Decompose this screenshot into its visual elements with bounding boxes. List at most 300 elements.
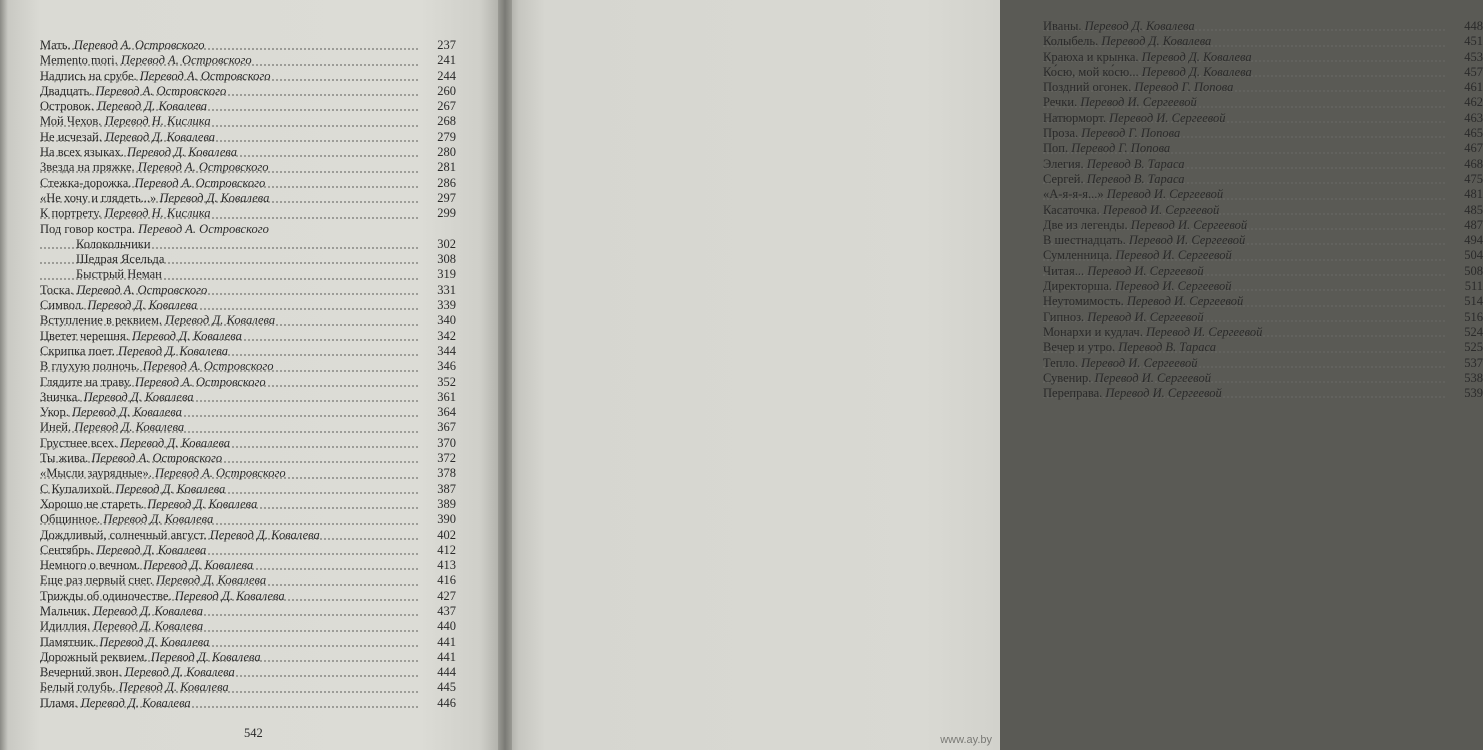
entry-title-line [40,466,286,480]
translator-credit: Перевод И. Сергеевой [1105,386,1222,401]
entry-title-line [1043,264,1204,278]
entry-title-line [40,436,230,450]
entry-title: Дождливый, солнечный август. [40,527,207,542]
entry-page-number: 413 [437,558,456,573]
translator-credit: Перевод Д. Ковалева [120,435,231,450]
entry-page-number: 441 [437,649,456,664]
toc-entry [1043,218,1483,233]
translator-credit: Перевод И. Сергеевой [1094,370,1211,385]
entry-page-number: 308 [437,252,456,267]
entry-page-number: 453 [1464,49,1483,64]
translator-credit: Перевод А. Островского [76,282,208,297]
entry-title: Стежка-дорожка. [40,175,132,190]
entry-title: Гипноз. [1043,309,1085,324]
entry-title-line [40,650,261,664]
entry-page-number: 461 [1464,80,1483,95]
entry-page-number: 297 [437,190,456,205]
translator-credit: Перевод Д. Ковалева [174,588,285,603]
translator-credit: Перевод Д. Ковалева [118,343,228,358]
entry-title-line [40,206,210,220]
entry-title-line [40,635,209,649]
entry-title: Натюрморт. [1043,110,1107,125]
entry-page-number: 514 [1464,294,1483,309]
entry-title: Две из легенды. [1043,217,1128,232]
toc-entry [40,252,456,267]
translator-credit: Перевод Д. Ковалева [105,129,216,144]
entry-page-number: 516 [1464,309,1483,324]
toc-entry [40,558,456,573]
entry-title: Тоска. [40,282,74,297]
translator-credit: Перевод Д. Ковалева [131,328,242,343]
toc-entry [1043,34,1483,49]
entry-title: Директорша. [1043,279,1113,294]
entry-title-line [1043,157,1184,171]
entry-title-line [1043,248,1232,262]
entry-title: Зничка. [40,389,81,404]
entry-title-line [40,619,203,633]
entry-title: Переправа. [1043,386,1103,401]
entry-title-line [40,267,162,281]
entry-title-line [1043,218,1247,232]
entry-title: Краюха и крынка. [1043,49,1139,64]
entry-page-number: 319 [437,267,456,282]
entry-title: Мальчик. [40,603,90,618]
entry-title-line [1043,141,1170,155]
translator-credit: Перевод Д. Ковалева [156,573,267,588]
entry-title: Символ. [40,298,85,313]
translator-credit: Перевод Д. Ковалева [118,680,229,695]
toc-entry [1043,111,1483,126]
entry-page-number: 364 [437,405,456,420]
entry-page-number: 463 [1464,110,1483,125]
entry-title-line [1043,126,1180,140]
entry-title: Общинное. [40,512,101,527]
entry-title-line [40,497,257,511]
entry-title-line [1043,19,1195,33]
entry-title: Пламя. [40,695,78,710]
toc-entry [40,375,456,390]
toc-entry [1043,248,1483,263]
entry-title-line [40,680,229,694]
entry-title: Не исчезай. [40,129,102,144]
entry-title: Монархи и кудлач. [1043,324,1143,339]
translator-credit: Перевод Г. Попова [1071,141,1171,156]
entry-page-number: 525 [1464,340,1483,355]
toc-entry [40,329,456,344]
toc-entry [1043,50,1483,65]
entry-page-number: 390 [437,512,456,527]
entry-page-number: 367 [437,420,456,435]
translator-credit: Перевод И. Сергеевой [1102,202,1220,217]
entry-page-number: 340 [437,313,456,328]
entry-title: Двадцать. [40,83,93,98]
toc-entry [40,130,456,145]
translator-credit: Перевод В. Тараса [1086,171,1185,186]
entry-page-number: 487 [1464,217,1483,232]
book-spine [498,0,512,750]
entry-title: Идиллия. [40,619,91,634]
translator-credit: Перевод Д. Ковалева [93,619,204,634]
toc-entry [1043,356,1483,371]
entry-title-line [40,390,194,404]
entry-title-line [40,283,207,297]
entry-title: «А-я-я-я...» [1043,187,1104,202]
entry-title: В глухую полночь. [40,359,140,374]
entry-title-line [40,298,197,312]
entry-title-line [40,53,252,67]
entry-page-number: 342 [437,328,456,343]
translator-credit: Перевод И. Сергеевой [1145,324,1263,339]
entry-title: На всех языках. [40,145,124,160]
toc-entry [40,512,456,527]
entry-title: «Мысли заурядные». [40,466,152,481]
toc-entry [40,680,456,695]
entry-title-line [1043,50,1252,64]
entry-page-number: 440 [437,619,456,634]
translator-credit: Перевод А. Островского [142,359,274,374]
entry-page-number: 378 [437,466,456,481]
entry-title: Сентябрь. [40,542,94,557]
translator-credit: Перевод А. Островского [139,68,271,83]
translator-credit: Перевод Д. Ковалева [150,649,261,664]
translator-credit: Перевод Д. Ковалева [143,558,254,573]
translator-credit: Перевод Д. Ковалева [124,665,235,680]
toc-entry [40,482,456,497]
entry-title: Сумленница. [1043,248,1113,263]
entry-page-number: 389 [437,496,456,511]
entry-title-line [1043,340,1216,354]
toc-entry [1043,294,1483,309]
toc-entry [40,420,456,435]
toc-entry [1043,233,1483,248]
toc-entry [40,191,456,206]
entry-title: Грустнее всех. [40,435,117,450]
translator-credit: Перевод Д. Ковалева [87,298,198,313]
toc-entry [1043,310,1483,325]
entry-title: Сувенир. [1043,370,1092,385]
entry-title: Речки. [1043,95,1078,110]
toc-entry [40,160,456,175]
entry-title-line [40,405,182,419]
entry-title: Надпись на срубе. [40,68,137,83]
translator-credit: Перевод И. Сергеевой [1115,248,1232,263]
toc-entry [40,145,456,160]
entry-title: В шестнадцать. [1043,233,1126,248]
entry-page-number: 280 [437,145,456,160]
entry-title: Ко́сю, мой ко́сю... [1043,64,1139,79]
translator-credit: Перевод Д. Ковалева [80,695,191,710]
entry-page-number: 481 [1464,187,1483,202]
translator-credit: Перевод Д. Ковалева [1101,34,1212,49]
translator-credit: Перевод Д. Ковалева [74,420,185,435]
translator-credit: Перевод Д. Ковалева [115,481,226,496]
entry-title-line [40,696,191,710]
entry-page-number: 370 [437,435,456,450]
translator-credit: Перевод А. Островского [134,374,266,389]
translator-credit: Перевод Д. Ковалева [209,527,320,542]
entry-title: Вечер и утро. [1043,340,1116,355]
entry-title: Элегия. [1043,156,1084,171]
entry-title: Касаточка. [1043,202,1100,217]
toc-entry [1043,19,1483,34]
translator-credit: Перевод А. Островского [91,451,223,466]
entry-title: Memento mori. [40,53,118,68]
toc-entry [40,543,456,558]
entry-page-number: 494 [1464,233,1483,248]
entry-page-number: 504 [1464,248,1483,263]
entry-page-number: 451 [1464,34,1483,49]
translator-credit: Перевод Д. Ковалева [103,512,214,527]
translator-credit: Перевод Д. Ковалева [127,145,237,160]
toc-entry [40,267,456,282]
entry-page-number: 444 [437,665,456,680]
translator-credit: Перевод И. Сергеевой [1106,187,1224,202]
toc-entry [1043,95,1483,110]
entry-title-line [1043,187,1223,201]
toc-entry [40,650,456,665]
translator-credit: Перевод Д. Ковалева [1141,64,1252,79]
entry-title-line [1043,386,1222,400]
toc-entry [40,237,456,252]
translator-credit: Перевод Д. Ковалева [96,542,207,557]
entry-page-number: 467 [1464,141,1483,156]
entry-page-number: 244 [437,68,456,83]
entry-page-number: 286 [437,175,456,190]
entry-title: Поздний огонек. [1043,80,1132,95]
translator-credit: Перевод Н. Кислика [104,206,211,221]
entry-page-number: 448 [1464,19,1483,33]
toc-entry [40,283,456,298]
toc-list-left [40,38,456,711]
entry-title: Глядите на траву. [40,374,132,389]
entry-page-number: 267 [437,99,456,114]
entry-title-line [40,176,265,190]
toc-entry [40,313,456,328]
entry-title-line [40,329,242,343]
translator-credit: Перевод А. Островского [138,221,269,236]
entry-title-line [1043,325,1262,339]
toc-entry [40,604,456,619]
entry-page-number: 457 [1464,64,1483,79]
entry-title-line [40,604,203,618]
entry-title-line [1043,233,1245,247]
entry-title: Трижды об одиночестве. [40,588,172,603]
entry-title: Иваны. [1043,19,1082,33]
entry-title: Проза. [1043,126,1079,141]
toc-entry [40,696,456,711]
entry-page-number: 524 [1464,324,1483,339]
entry-page-number: 465 [1464,126,1483,141]
entry-title: Под говор костра. [40,221,135,236]
entry-title-line [40,84,226,98]
entry-title-line [40,375,266,389]
entry-title-line [40,573,266,587]
toc-entry [1043,126,1483,141]
toc-entry [40,53,456,68]
toc-entry [1043,340,1483,355]
left-page [0,0,505,750]
entry-title-line [40,665,235,679]
toc-entry [40,69,456,84]
entry-page-number: 445 [437,680,456,695]
toc-entry [40,497,456,512]
entry-page-number: 260 [437,83,456,98]
translator-credit: Перевод Д. Ковалева [1141,49,1252,64]
entry-title-line [1043,310,1204,324]
entry-page-number: 331 [437,282,456,297]
entry-page-number: 437 [437,603,456,618]
toc-entry [1043,203,1483,218]
entry-page-number: 268 [437,114,456,129]
toc-entry [1043,65,1483,80]
entry-title: «Не хочу и глядеть...» [40,190,157,205]
toc-entry [40,665,456,680]
entry-title: Быстрый Неман [76,267,162,282]
translator-credit: Перевод Д. Ковалева [147,496,258,511]
toc-entry [40,84,456,99]
entry-title-line [40,420,184,434]
translator-credit: Перевод И. Сергеевой [1087,309,1204,324]
right-page [505,0,1483,750]
entry-title: Шедрая Ясельда [76,252,165,267]
entry-title: Читая... [1043,263,1085,278]
toc-entry [40,390,456,405]
entry-title-line [1043,279,1232,293]
entry-page-number: 352 [437,374,456,389]
translator-credit: Перевод И. Сергеевой [1087,263,1204,278]
toc-entry [40,528,456,543]
toc-entry [40,405,456,420]
entry-title: Вступление в реквием. [40,313,163,328]
entry-page-number: 511 [1464,279,1483,294]
entry-title-line [40,252,164,266]
entry-page-number: 344 [437,343,456,358]
entry-page-number: 537 [1464,355,1483,370]
toc-entry [40,38,456,53]
entry-title-line [1043,95,1197,109]
entry-title: Колокольчики [76,236,151,251]
translator-credit: Перевод Д. Ковалева [165,313,276,328]
entry-page-number: 416 [437,573,456,588]
watermark: www.ay.by [940,734,992,746]
entry-title: К портрету. [40,206,102,221]
entry-title: Колыбель. [1043,34,1099,49]
entry-page-number: 468 [1464,156,1483,171]
entry-page-number: 441 [437,634,456,649]
toc-entry [40,359,456,374]
translator-credit: Перевод И. Сергеевой [1081,355,1198,370]
entry-title: Немного о вечном. [40,558,141,573]
translator-credit: Перевод И. Сергеевой [1109,110,1226,125]
toc-entry [40,99,456,114]
entry-title: Белый голубь. [40,680,116,695]
entry-title-line [40,451,222,465]
toc-entry [1043,157,1483,172]
entry-title-line [40,222,269,236]
toc-entry [40,589,456,604]
entry-page-number: 302 [437,236,456,251]
translator-credit: Перевод Д. Ковалева [71,405,182,420]
entry-title-line [1043,111,1226,125]
translator-credit: Перевод И. Сергеевой [1130,217,1248,232]
translator-credit: Перевод Д. Ковалева [83,389,194,404]
entry-title-line [40,528,320,542]
entry-page-number: 539 [1464,386,1483,401]
translator-credit: Перевод Д. Ковалева [99,634,210,649]
entry-page-number: 281 [437,160,456,175]
entry-title: Мой Чехов. [40,114,102,129]
entry-title-line [40,512,213,526]
entry-title-line [1043,34,1211,48]
entry-page-number: 241 [437,53,456,68]
entry-title: Вечерний звон. [40,665,122,680]
entry-title-line [1043,80,1233,94]
translator-credit: Перевод А. Островского [154,466,286,481]
toc-entry [40,635,456,650]
translator-credit: Перевод И. Сергеевой [1080,95,1197,110]
toc-list-right [1043,19,1483,401]
entry-title: Еще раз первый снег. [40,573,154,588]
entry-title-line [40,114,211,128]
toc-entry [40,573,456,588]
toc-entry [40,436,456,451]
toc-entry [40,451,456,466]
entry-title-line [40,589,285,603]
toc-entry [1043,141,1483,156]
translator-credit: Перевод А. Островского [95,83,227,98]
entry-title: Цветет черешня. [40,328,129,343]
entry-title: Иней. [40,420,72,435]
entry-title-line [40,482,225,496]
translator-credit: Перевод Г. Попова [1134,80,1234,95]
toc-entry [40,114,456,129]
entry-title-line [40,145,237,159]
entry-title: Скрипка поет. [40,343,115,358]
entry-page-number: 279 [437,129,456,144]
translator-credit: Перевод В. Тараса [1086,156,1185,171]
entry-page-number: 475 [1464,171,1483,186]
toc-entry [1043,279,1483,294]
entry-title: Укор. [40,405,69,420]
translator-credit: Перевод Д. Ковалева [97,99,208,114]
toc-entry [1043,325,1483,340]
entry-page-number: 427 [437,588,456,603]
toc-entry [1043,386,1483,401]
entry-page-number: 339 [437,298,456,313]
entry-title: Мать. [40,38,71,52]
translator-credit: Перевод Д. Ковалева [1084,19,1195,33]
entry-title-line [1043,371,1211,385]
entry-title: Неутомимость. [1043,294,1124,309]
entry-page-number: 402 [437,527,456,542]
translator-credit: Перевод Н. Кислика [104,114,211,129]
entry-title: Тепло. [1043,355,1079,370]
translator-credit: Перевод А. Островского [134,175,266,190]
entry-page-number: 387 [437,481,456,496]
toc-entry [40,222,456,237]
entry-title-line [40,130,215,144]
entry-page-number: 446 [437,695,456,710]
entry-title: Сергей. [1043,171,1084,186]
translator-credit: Перевод Д. Ковалева [159,190,270,205]
entry-page-number: 462 [1464,95,1483,110]
entry-page-number: 361 [437,389,456,404]
entry-page-number: 372 [437,451,456,466]
entry-title-line [40,558,253,572]
entry-title-line [1043,203,1219,217]
translator-credit: Перевод И. Сергеевой [1126,294,1244,309]
entry-title: Памятник. [40,634,97,649]
